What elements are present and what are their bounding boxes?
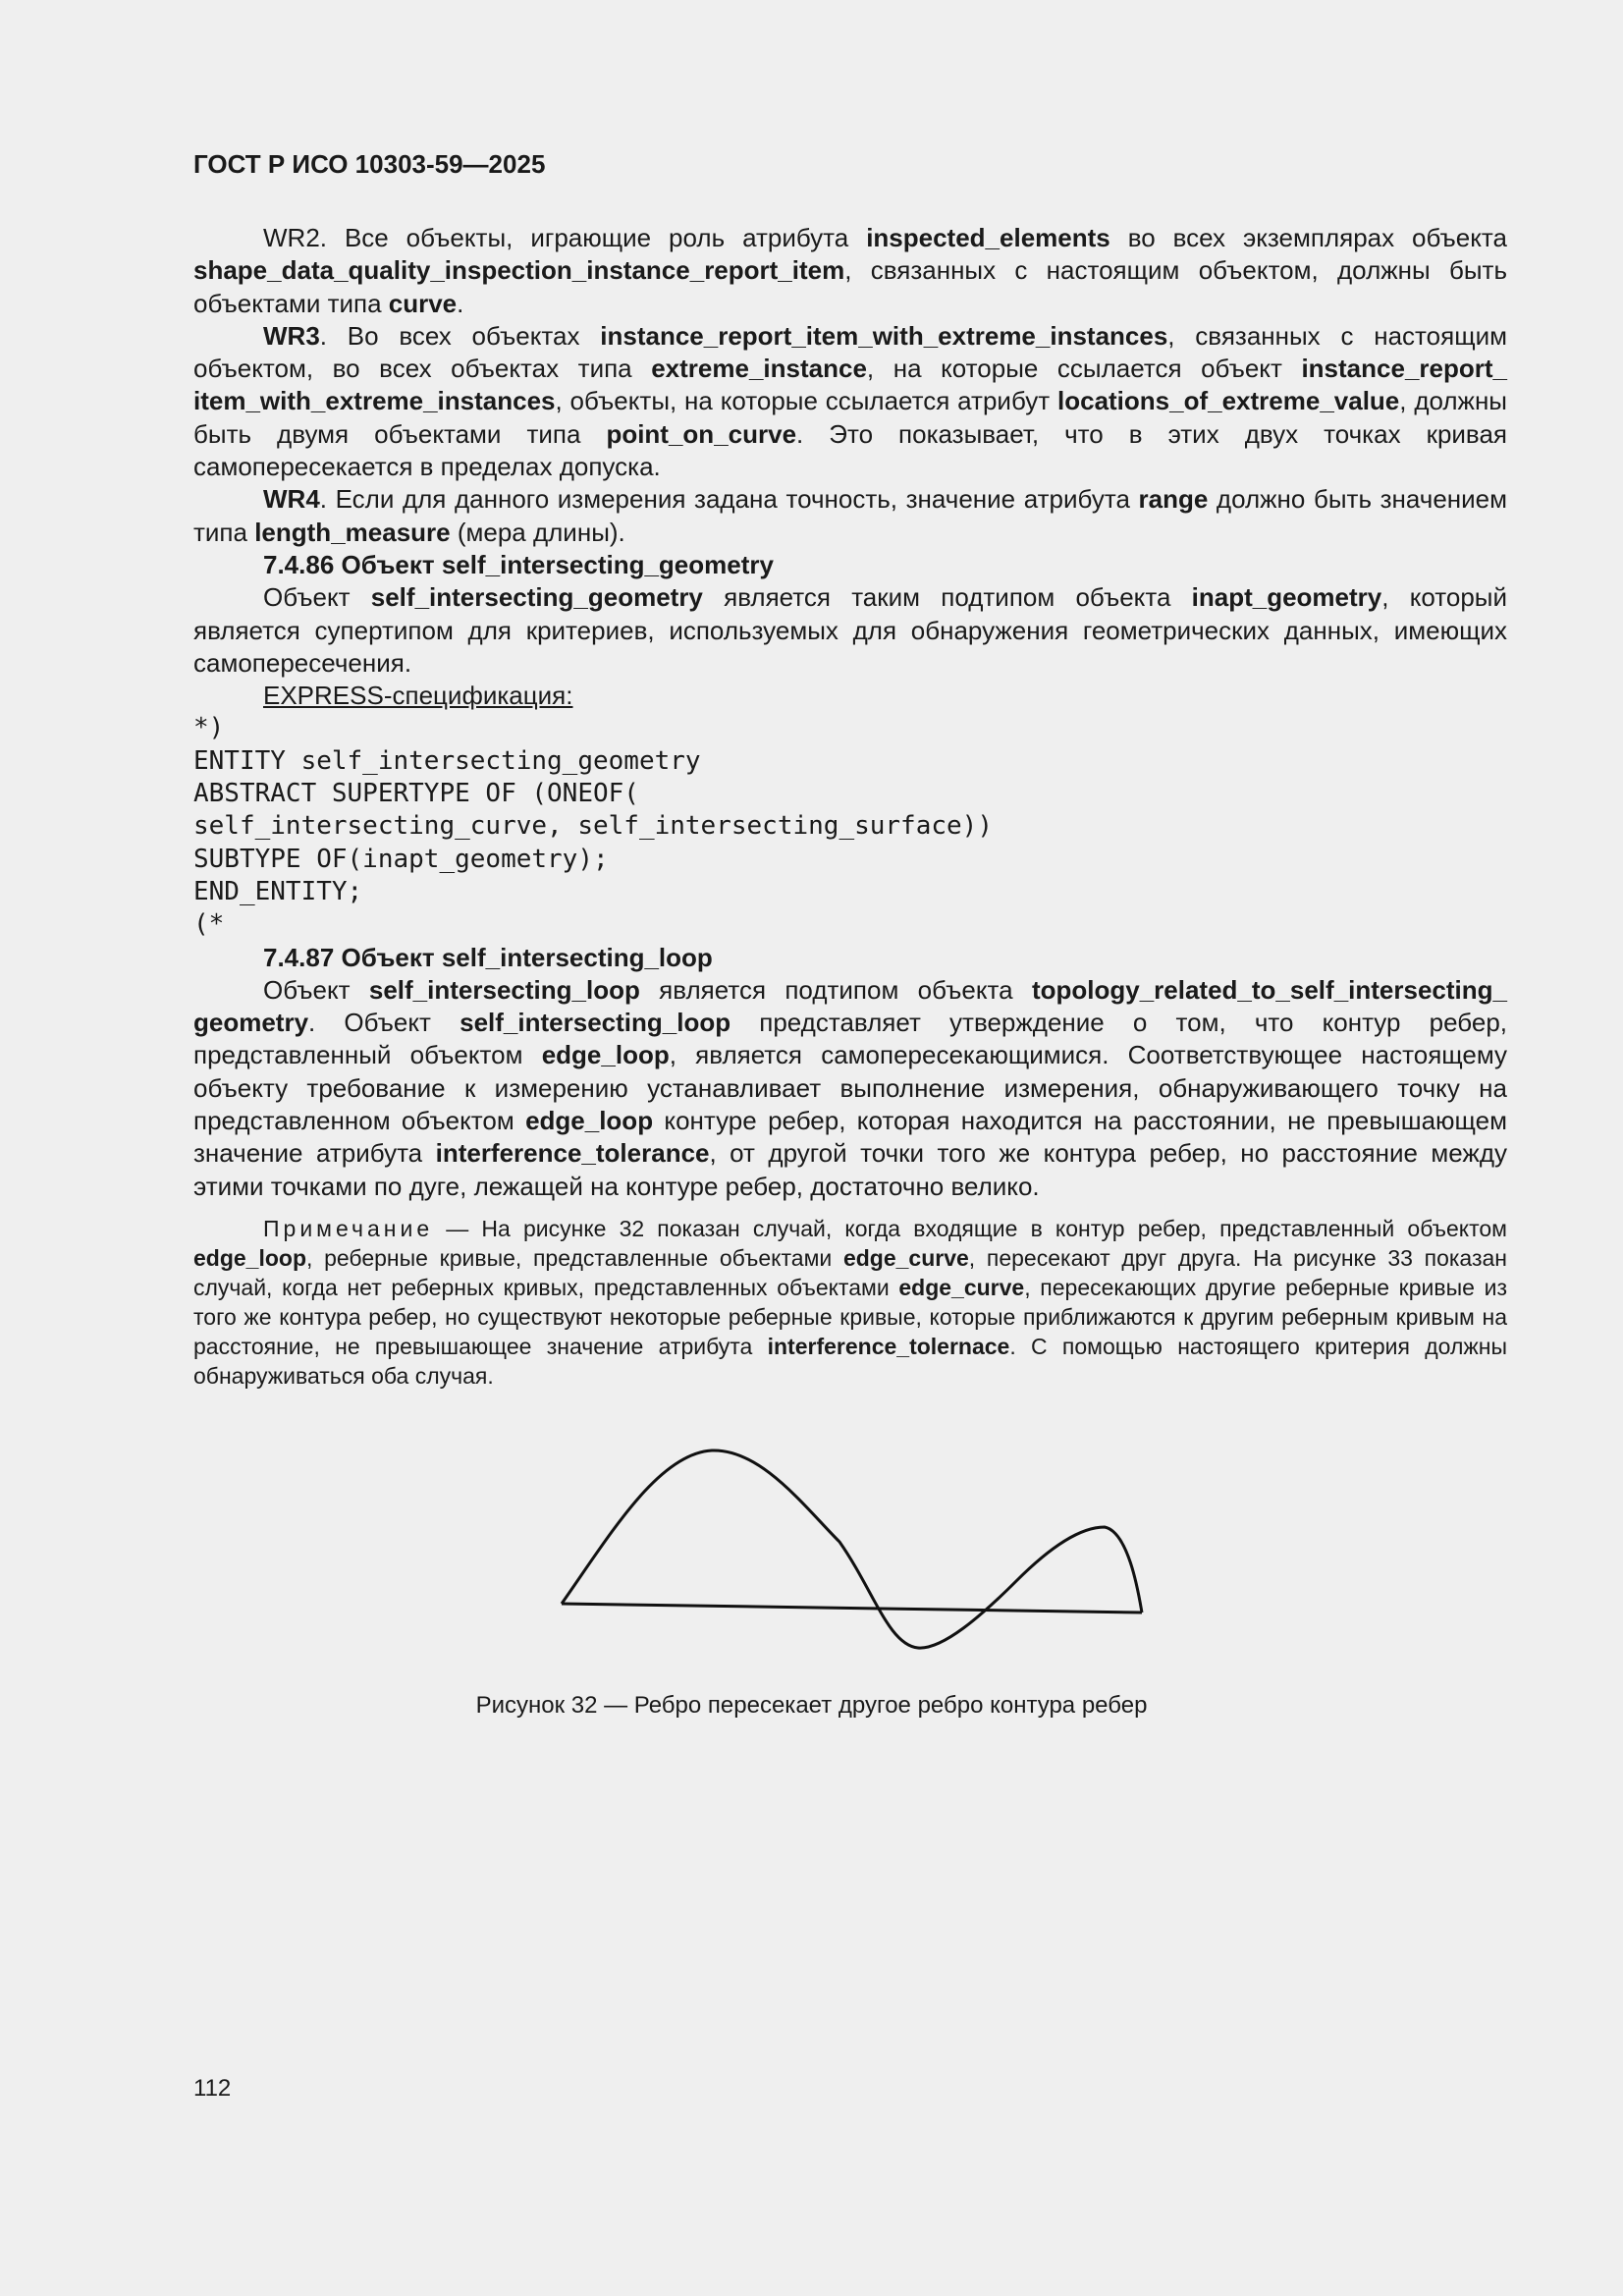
edge-loop-sketch [550,1434,1159,1660]
express-label: EXPRESS-спецификация: [263,681,573,711]
code-line: ABSTRACT SUPERTYPE OF (ONEOF( [193,779,639,809]
edge-curve-wave [562,1450,1142,1648]
paragraph-7-4-87: Объект self_intersecting_loop является подтипом объекта topology_related_to_self_intersecting_ geometry. Объект self_intersecting_loop представляет утверждение о том, что контур ребер, представленный объектом edge_loop, является самопересекающимися. Соответствующее настоящему объекту требование к измерению устанавливает выполнение измерения, обнаруживающего точку на представленном объектом edge_loop контуре ребер, которая находится на расстоянии, не превышающем значение атрибута interference_tolerance, от другой точки того же контура ребер, но расстояние между этими точками по дуге, лежащей на контуре ребер, достаточно велико. [193,974,1508,1201]
figure-32 [550,1434,1159,1660]
code-line: self_intersecting_curve, self_intersecting_surface)) [193,811,993,842]
code-line: END_ENTITY; [193,876,363,906]
code-line: (* [193,909,225,940]
section-heading-7-4-87: 7.4.87 Объект self_intersecting_loop [263,942,713,972]
code-line: *) [193,713,225,743]
express-code-block [193,712,1507,941]
code-line: SUBTYPE OF(inapt_geometry); [193,844,609,874]
document-body [193,222,1507,1391]
section-heading-7-4-86: 7.4.86 Объект self_intersecting_geometry [263,549,774,579]
note-label: Примечание [263,1215,434,1241]
paragraph-wr2: WR2. Все объекты, играющие роль атрибута inspected_elements во всех экземплярах объекта shape_data_quality_inspection_instance_report_item, связанных с настоящим объектом, должны быть объектами типа curve. [193,223,1507,318]
figure-caption: Рисунок 32 — Ребро пересекает другое ребро контура ребер [475,1692,1148,1719]
code-line: ENTITY self_intersecting_geometry [193,745,701,776]
paragraph-wr3: WR3. Во всех объектах instance_report_item_with_extreme_instances, связанных с настоящим объектом, во всех объектах типа extreme_instance, на которые ссылается объект instance_report_ item_with_extreme_instances, объекты, на которые ссылается атрибут locations_of_extreme_value, должны быть двумя объектами типа point_on_curve. Это показывает, что в этих двух точках кривая самопересекается в пределах допуска. [193,320,1507,482]
page-header: ГОСТ Р ИСО 10303-59—2025 [193,149,546,179]
edge-straight [562,1604,1142,1613]
paragraph-7-4-86: Объект self_intersecting_geometry является таким подтипом объекта inapt_geometry, который является супертипом для критериев, используемых для обнаружения геометрических данных, имеющих самопересечения. [193,582,1507,678]
paragraph-wr4: WR4. Если для данного измерения задана точность, значение атрибута range должно быть значением типа length_measure (мера длины). [193,484,1508,547]
note: Примечание — На рисунке 32 показан случай, когда входящие в контур ребер, представленный объектом edge_loop, реберные кривые, представленные объектами edge_curve, пересекают друг друга. На рисунке 33 показан случай, когда нет реберных кривых, представленных объектами edge_curve, пересекающих другие реберные кривые из того же контура ребер, но существуют некоторые реберные кривые, которые приближаются к другим реберным кривым на расстояние, не превышающее значение атрибута interference_tolernace. С помощью настоящего критерия должны обнаруживаться оба случая. [193,1215,1508,1389]
page-number: 112 [193,2075,232,2102]
